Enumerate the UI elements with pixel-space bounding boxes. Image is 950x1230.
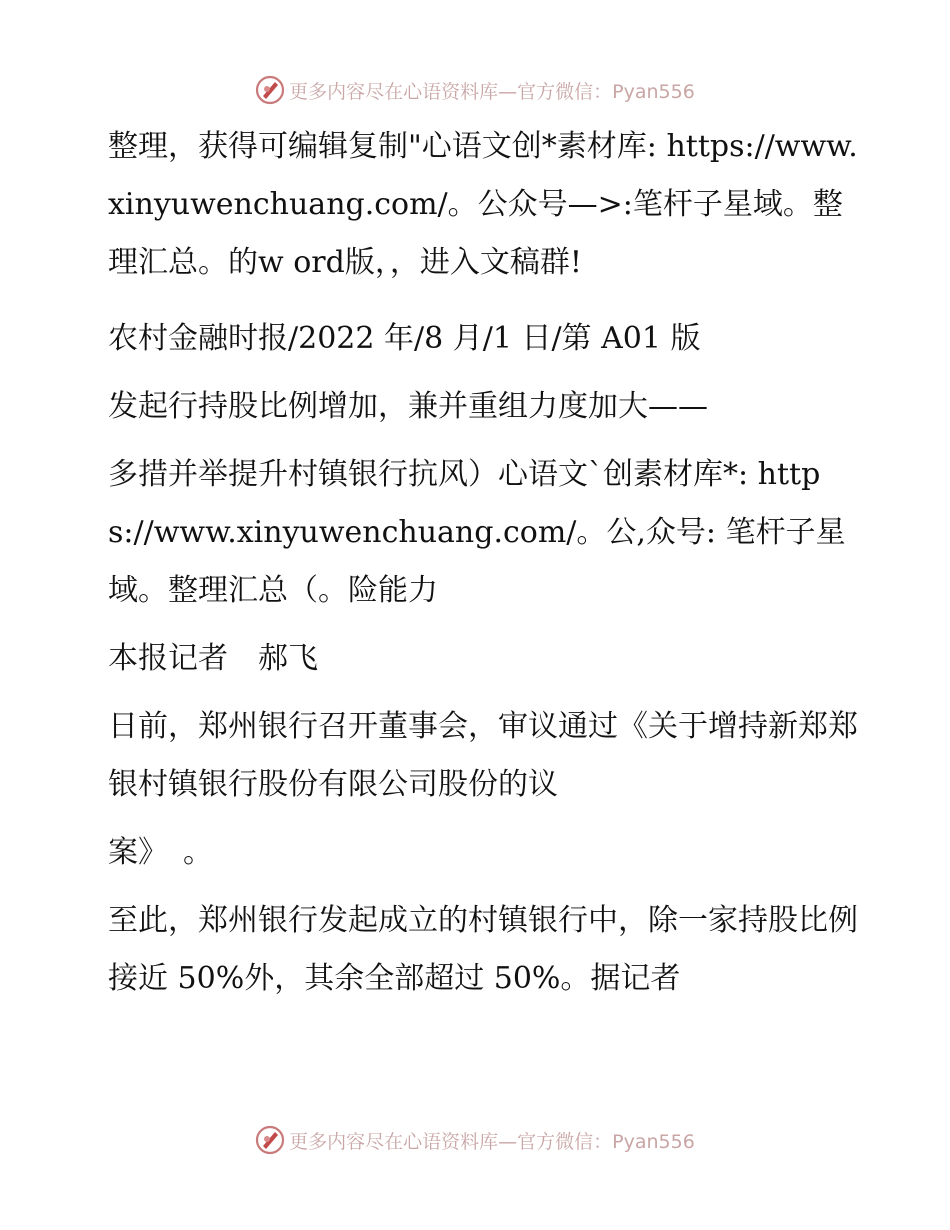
brand-logo-icon — [255, 1125, 285, 1155]
document-body — [98, 118, 858, 1008]
byline: 本报记者 郝飞 — [108, 641, 318, 676]
brand-logo-icon — [255, 75, 285, 105]
body-paragraph-2: 至此，郑州银行发起成立的村镇银行中，除一家持股比例接近 50%外，其余全部超过 50%。据记者 — [108, 903, 858, 996]
intro-paragraph: 整理，获得可编辑复制"心语文创*素材库: https://www.xinyuwenchuang.com/。公众号—>:笔杆子星域。整理汇总。的w ord版，，进入文稿群! — [108, 129, 858, 280]
footer-watermark-text: 更多内容尽在心语资料库—官方微信：Pyan556 — [289, 1130, 695, 1153]
header-watermark — [0, 70, 950, 110]
article-title: 多措并举提升村镇银行抗风）心语文`创素材库*: https://www.xinyuwenchuang.com/。公,众号: 笔杆子星域。整理汇总（。险能力 — [108, 457, 846, 608]
header-watermark-text: 更多内容尽在心语资料库—官方微信：Pyan556 — [289, 80, 695, 103]
publication-line: 农村金融时报/2022 年/8 月/1 日/第 A01 版 — [108, 321, 701, 356]
article-subtitle: 发起行持股比例增加，兼并重组力度加大—— — [108, 389, 708, 424]
footer-watermark — [0, 1120, 950, 1160]
body-paragraph-1-end: 案》 。 — [108, 835, 213, 870]
body-paragraph-1: 日前，郑州银行召开董事会，审议通过《关于增持新郑郑银村镇银行股份有限公司股份的议 — [108, 709, 858, 802]
